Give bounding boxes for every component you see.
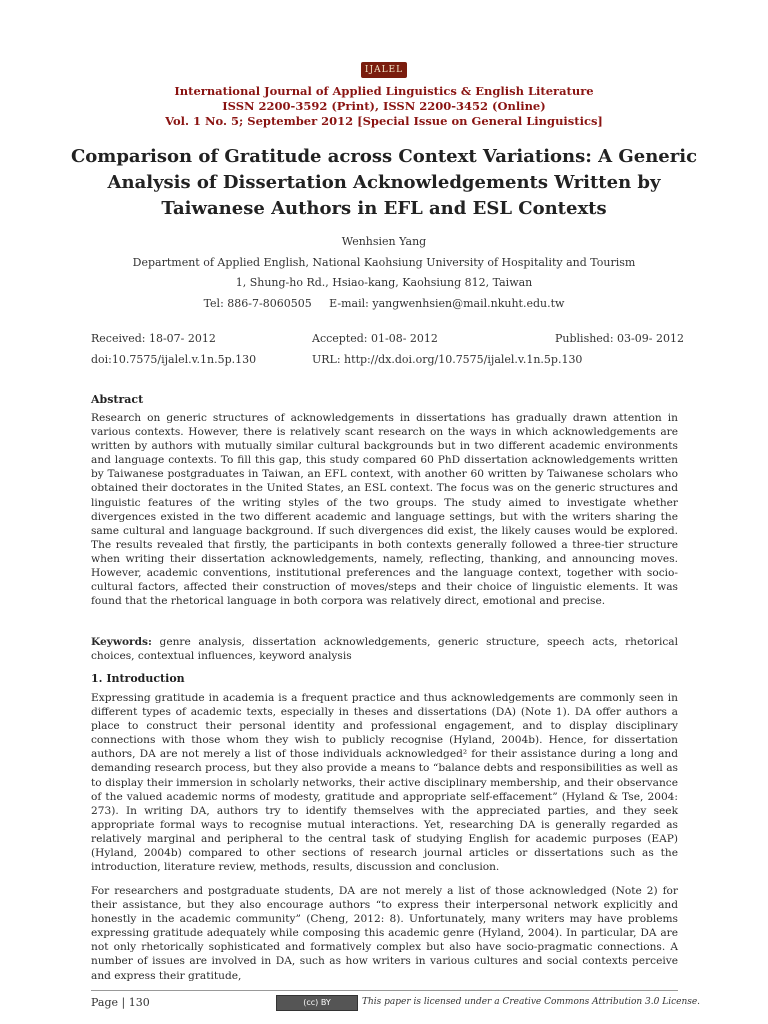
abstract-text: Research on generic structures of acknowledgements in dissertations has gradually drawn attention in various contexts. However, there is relatively scant research on the ways in which acknowledgements are written by authors with mutually similar cultural backgrounds but in two different academic environments and language contexts. To fill this gap, this study compared 60 PhD dissertation acknowledgements written by Taiwanese postgraduates in Taiwan, an EFL context, with another 60 written by Taiwanese scholars who obtained their doctorates in the United States, an ESL context. The focus was on the generic structures and linguistic features of the writing styles of the two groups. The study aimed to investigate whether divergences existed in the two different academic and language settings, but with the writers sharing the same cultural and language background. If such divergences did exist, the likely causes would be explored. The results revealed that firstly, the participants in both contexts generally followed a three-tier structure when writing their dissertation acknowledgements, namely, reflecting, thanking, and announcing moves. However, academic conventions, institutional preferences and the language context, together with socio-cultural factors, affected their construction of moves/steps and their choice of linguistic elements. It was found that the rhetorical language in both corpora was relatively direct, emotional and precise. xyxy=(91,412,678,608)
paper-title: Comparison of Gratitude across Context Variations: A Generic Analysis of Dissertation Acknowledgements Written by Taiwanese Authors in EFL and ESL Contexts xyxy=(70,146,698,219)
intro-paragraph-2: For researchers and postgraduate students, DA are not merely a list of those acknowledged (Note 2) for their assistance, but they also encourage authors “to express their interpersonal network explicitly and honestly in the academic community” (Cheng, 2012: 8). Unfortunately, many writers may have problems expressing gratitude adequately while composing this academic genre (Hyland, 2004). In particular, DA are not only rhetorically sophisticated and formatively complex but also have socio-pragmatic connections. A number of issues are involved in DA, such as how writers in various cultures and social contexts perceive and express their gratitude, xyxy=(91,885,678,982)
abstract-heading: Abstract xyxy=(91,393,144,406)
intro-paragraph-1: Expressing gratitude in academia is a frequent practice and thus acknowledgements are commonly seen in different types of academic texts, especially in theses and dissertations (DA) (Note 1). DA offer authors a place to construct their personal identity and professional engagement, and to display disciplinary connections with those whom they wish to publicly recognise (Hyland, 2004b). Hence, for dissertation authors, DA are not merely a list of those individuals acknowledged² for their assistance during a long and demanding research process, but they also provide a means to “balance debts and responsibilities as well as to display their immersion in scholarly networks, their active disciplinary membership, and their observance of the valued academic norms of modesty, gratitude and appropriate self-effacement” (Hyland & Tse, 2004: 273). In writing DA, authors try to identify themselves with the appreciated parties, and they seek appropriate formal ways to recognise mutual interactions. Yet, researching DA is generally regarded as relatively marginal and peripheral to the central task of studying English for academic purposes (EAP) (Hyland, 2004b) compared to other sections of research journal articles or dissertations such as the introduction, literature review, methods, results, discussion and conclusion. xyxy=(91,692,678,874)
author-contact: Tel: 886-7-8060505 E-mail: yangwenhsien@mail.nkuht.edu.tw xyxy=(203,297,565,310)
journal-issn: ISSN 2200-3592 (Print), ISSN 2200-3452 (Online) xyxy=(222,99,546,113)
license-text: This paper is licensed under a Creative Commons Attribution 3.0 License. xyxy=(362,997,701,1007)
received-date: Received: 18-07- 2012 xyxy=(91,332,216,345)
accepted-date: Accepted: 01-08- 2012 xyxy=(312,332,438,345)
doi: doi:10.7575/ijalel.v.1n.5p.130 xyxy=(91,353,257,366)
journal-logo: IJALEL xyxy=(361,62,407,78)
introduction-heading: 1. Introduction xyxy=(91,672,185,685)
journal-volume: Vol. 1 No. 5; September 2012 [Special Issue on General Linguistics] xyxy=(165,114,603,128)
author-affiliation: Department of Applied English, National Kaohsiung University of Hospitality and Tourism xyxy=(132,256,636,269)
journal-name: International Journal of Applied Linguistics & English Literature xyxy=(174,84,594,98)
keywords-label: Keywords: xyxy=(91,636,152,648)
published-date: Published: 03-09- 2012 xyxy=(555,332,684,345)
page-number: Page | 130 xyxy=(91,996,150,1009)
keywords xyxy=(91,635,678,663)
author-name: Wenhsien Yang xyxy=(341,235,427,248)
keywords-text: genre analysis, dissertation acknowledgements, generic structure, speech acts, rhetorical choices, contextual influences, keyword analysis xyxy=(91,636,678,663)
creative-commons-badge: (cc) BY xyxy=(276,995,358,1011)
url: URL: http://dx.doi.org/10.7575/ijalel.v.1n.5p.130 xyxy=(312,353,583,366)
footer-divider xyxy=(91,990,678,991)
author-address: 1, Shung-ho Rd., Hsiao-kang, Kaohsiung 812, Taiwan xyxy=(235,276,533,289)
